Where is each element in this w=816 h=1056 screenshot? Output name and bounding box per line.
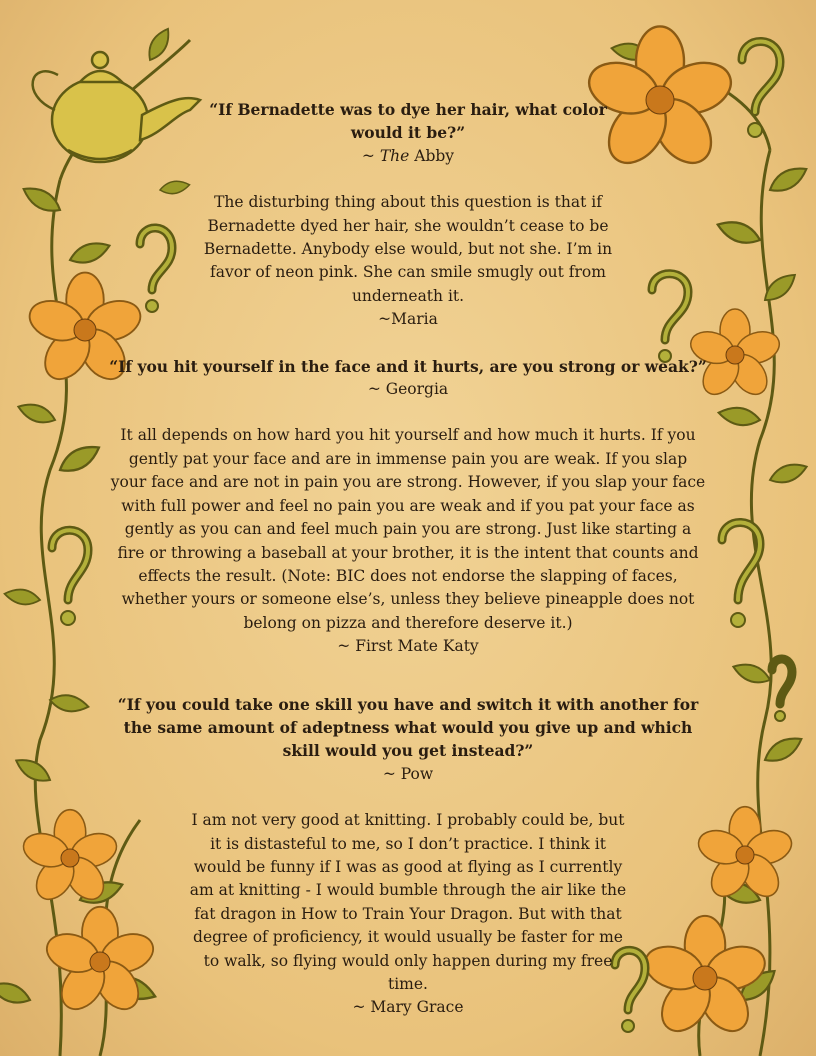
question-text: “If Bernadette was to dye her hair, what color would it be?”	[209, 100, 607, 143]
qa-entry-2	[110, 355, 706, 659]
qa-content	[110, 98, 706, 1020]
answer-text: I am not very good at knitting. I probably could be, but it is distasteful to me, so I don’t practice. I think it would be funny if I was as good at flying as I currently am at knitting - I would bumble through the air like the fat dragon in How to Train Your Dragon. But with that degree of proficiency, it would usually be faster for me to walk, so flying would only happen during my free time.	[189, 811, 627, 993]
answerer-name: ~ Mary Grace	[352, 998, 464, 1017]
qa-entry-1	[110, 98, 706, 332]
qa-entry-3	[110, 693, 706, 1020]
question-text: “If you could take one skill you have and switch it with another for the same amount of adeptness what would you give up and which skill would you get instead?”	[117, 694, 699, 761]
answerer-name: ~ First Mate Katy	[337, 637, 479, 656]
asker-name: ~ The Abby	[361, 146, 455, 165]
answer-text: The disturbing thing about this question is that if Bernadette dyed her hair, she wouldn’t cease to be Bernadette. Anybody else would, but not she. I’m in favor of neon pink. She can smile smugly out from underneath it.	[203, 193, 613, 305]
asker-name: ~ Pow	[382, 764, 434, 783]
answerer-name: ~Maria	[378, 310, 438, 329]
asker-name: ~ Georgia	[367, 380, 449, 399]
question-text: “If you hit yourself in the face and it hurts, are you strong or weak?”	[109, 356, 707, 376]
answer-text: It all depends on how hard you hit yourself and how much it hurts. If you gently pat your face and are in immense pain you are weak. If you slap your face and are not in pain you are strong. However, if you slap your face with full power and feel no pain you are weak and if you pat your face as gently as you can and feel much pain you are strong. Just like starting a fire or throwing a baseball at your brother, it is the intent that counts and effects the result. (Note: BIC does not endorse the slapping of faces, whether yours or someone else’s, unless they believe pineapple does not belong on pizza and therefore deserve it.)	[110, 426, 706, 632]
